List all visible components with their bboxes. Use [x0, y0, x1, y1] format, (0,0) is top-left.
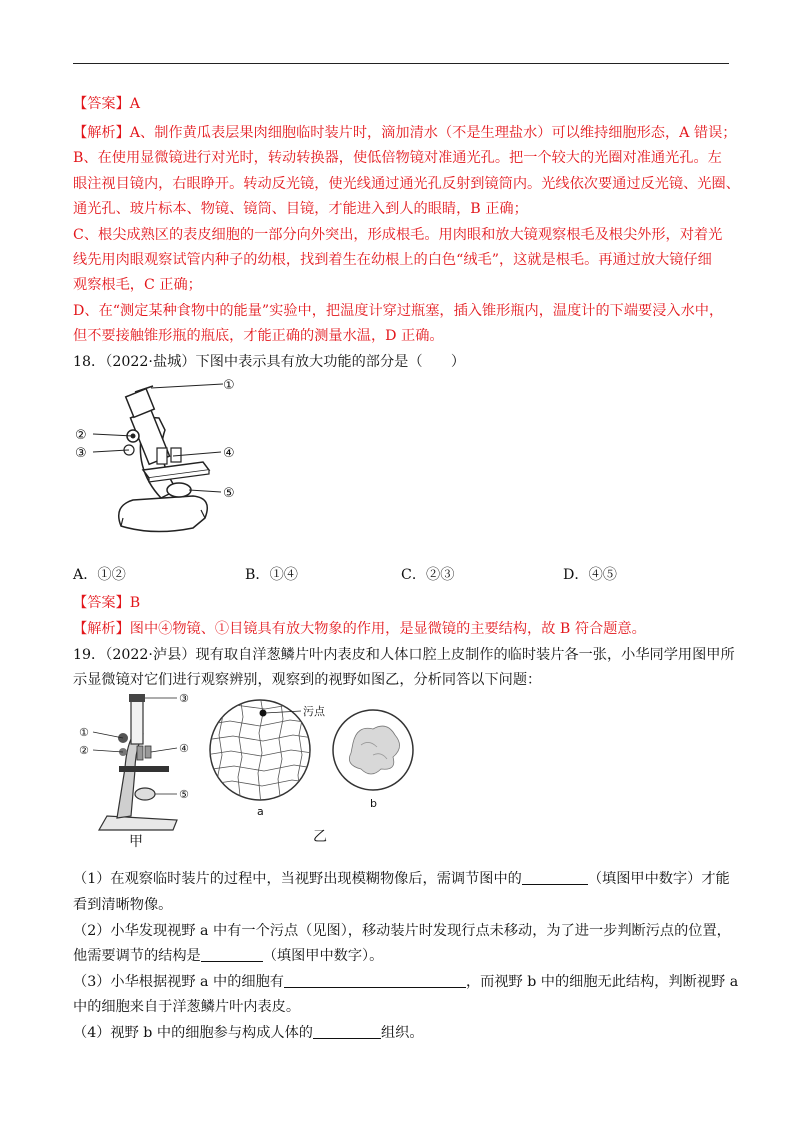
label-3: ③	[75, 446, 87, 461]
microscope-figure-19-jia	[73, 690, 203, 850]
label-4: ④	[223, 446, 235, 461]
jia-label-4: ④	[179, 742, 189, 755]
jia-label-2: ②	[79, 744, 89, 757]
option-c: C．②③	[401, 567, 455, 583]
analysis-17-line-1: B、在使用显微镜进行对光时，转动转换器，使低倍物镜对准通光孔。把一个较大的光圈对准通光孔。左	[73, 150, 722, 166]
option-a: A．①②	[73, 567, 126, 583]
view-figure-19-yi	[205, 695, 425, 845]
analysis-17-line-4: C、根尖成熟区的表皮细胞的一部分向外突出，形成根毛。用肉眼和放大镜观察根毛及根尖外形，对着光	[73, 227, 723, 243]
option-d: D．④⑤	[563, 567, 617, 583]
caption-yi: 乙	[313, 829, 327, 845]
question-18-stem: 18．（2022·盐城）下图中表示具有放大功能的部分是（ ）	[73, 354, 466, 370]
analysis-17-line-3: 通光孔、玻片标本、物镜、镜筒、目镜，才能进入到人的眼睛，B 正确；	[73, 201, 528, 217]
jia-label-3: ③	[179, 692, 189, 705]
label-5: ⑤	[223, 486, 235, 501]
sub-question-2-cont: 他需要调节的结构是 （填图甲中数字）。	[73, 948, 384, 964]
option-b: B．①④	[245, 567, 298, 583]
answer-18: 【答案】B	[73, 595, 141, 611]
sub-question-1-cont: 看到清晰物像。	[73, 897, 173, 913]
answer-label: 【答案】	[73, 96, 130, 112]
analysis-17-line-5: 线先用肉眼观察试管内种子的幼根，找到着生在幼根上的白色“绒毛”，这就是根毛。再通过放大镜仔细	[73, 252, 712, 268]
jia-label-1: ①	[79, 726, 89, 739]
answer-blank-1[interactable]	[522, 870, 588, 885]
analysis-label: 【解析】	[73, 125, 130, 141]
answer-blank-4[interactable]	[313, 1024, 381, 1039]
answer-blank-2[interactable]	[201, 947, 263, 962]
microscope-figure-18	[73, 378, 273, 538]
answer-value: A	[129, 96, 141, 112]
sub-question-4: （4）视野 b 中的细胞参与构成人体的 组织。	[73, 1025, 424, 1041]
sub-question-3-cont: 中的细胞来自于洋葱鳞片叶内表皮。	[73, 999, 301, 1015]
sub-question-1: （1）在观察临时装片的过程中，当视野出现模糊物像后，需调节图中的 （填图甲中数字）才能	[73, 871, 730, 887]
question-19-stem-0: 19．（2022·泸县）现有取自洋葱鳞片叶内表皮和人体口腔上皮制作的临时装片各一张，小华同学用图甲所	[73, 647, 735, 663]
view-b-label: b	[370, 797, 377, 810]
analysis-18: 【解析】图中④物镜、①目镜具有放大物象的作用，是显微镜的主要结构，故 B 符合题意。	[73, 621, 646, 637]
header-rule	[73, 63, 729, 64]
jia-label-5: ⑤	[179, 788, 189, 801]
answer-blank-3[interactable]	[284, 973, 466, 988]
view-a-label: a	[257, 805, 264, 818]
analysis-17-line-0: 【解析】A、制作黄瓜表层果肉细胞临时装片时，滴加清水（不是生理盐水）可以维持细胞形态，A 错误；	[73, 125, 737, 141]
caption-jia: 甲	[129, 834, 143, 850]
analysis-17-line-8: 但不要接触锥形瓶的瓶底，才能正确的测量水温，D 正确。	[73, 328, 444, 344]
label-1: ①	[223, 378, 235, 393]
spot-label: 污点	[303, 705, 325, 718]
label-2: ②	[75, 428, 87, 443]
answer-17	[73, 95, 140, 113]
analysis-17-line-6: 观察根毛，C 正确；	[73, 277, 202, 293]
sub-question-3: （3）小华根据视野 a 中的细胞有 ，而视野 b 中的细胞无此结构，判断视野 a	[73, 974, 739, 990]
question-19-stem-1: 示显微镜对它们进行观察辨别，观察到的视野如图乙，分析同答以下问题：	[73, 672, 542, 688]
sub-question-2: （2）小华发现视野 a 中有一个污点（见图），移动装片时发现行点未移动，为了进一步判断污点的位置，	[73, 923, 731, 939]
analysis-17-line-7: D、在“测定某种食物中的能量”实验中，把温度计穿过瓶塞，插入锥形瓶内，温度计的下端要浸入水中，	[73, 303, 724, 319]
analysis-17-line-2: 眼注视目镜内，右眼睁开。转动反光镜，使光线通过通光孔反射到镜筒内。光线依次要通过反光镜、光圈、	[73, 176, 740, 192]
